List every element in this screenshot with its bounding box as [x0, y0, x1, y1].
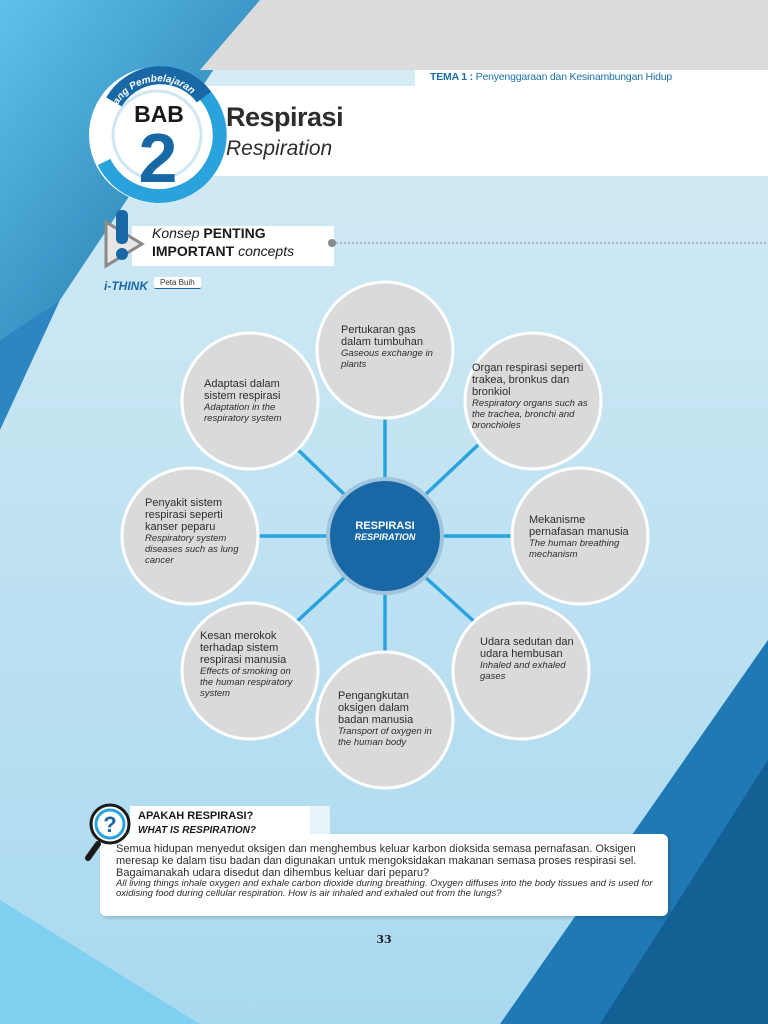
bubble-text-inhaled-exhaled: [480, 636, 575, 682]
bubble-text-diseases: [145, 497, 251, 566]
map-type-label: Peta Buih: [154, 277, 201, 289]
bab-label: BAB: [134, 101, 184, 127]
question-body-ms: Semua hidupan menyedut oksigen dan menghembus keluar karbon dioksida semasa pernafasan. Oksigen meresap ke dalam tisu badan dan digunakan untuk mengoksidakan makanan semasa proses respirasi sel. Bagaimanakah udara disedut dan dihembus keluar dari peparu?: [116, 843, 637, 879]
question-title-en: WHAT IS RESPIRATION?: [138, 825, 256, 836]
bubble-text-ms: Mekanisme pernafasan manusia: [529, 514, 629, 538]
bubble-text-en: Transport of oxygen in the human body: [338, 726, 432, 748]
bubble-text-en: The human breathing mechanism: [529, 538, 620, 560]
bubble-text-ms: Pengangkutan oksigen dalam badan manusia: [338, 690, 414, 726]
connector-bottom-right: [425, 577, 478, 625]
bubble-text-ms: Organ respirasi seperti trakea, bronkus dan bronkiol: [472, 362, 584, 398]
badge-arc-text: Bidang Pembelajaran: [104, 73, 197, 121]
svg-text:?: ?: [103, 812, 117, 837]
center-label: [330, 520, 440, 542]
center-label-ms: RESPIRASI: [355, 520, 415, 532]
ithink-logo: i-THINK: [104, 279, 148, 293]
bubble-text-en: Respiratory organs such as the trachea, bronchi and bronchioles: [472, 398, 588, 431]
connector-top-left: [293, 445, 345, 495]
tema-number: TEMA 1 :: [430, 71, 473, 83]
bubble-text-ms: Pertukaran gas dalam tumbuhan: [341, 324, 423, 348]
question-body: [116, 843, 661, 899]
bubble-text-ms: Kesan merokok terhadap sistem respirasi manusia: [200, 630, 287, 666]
chapter-number: 2: [138, 119, 178, 197]
question-title-ms: APAKAH RESPIRASI?: [138, 810, 254, 822]
bubble-text-ms: Udara sedutan dan udara hembusan: [480, 636, 574, 660]
center-label-en: RESPIRATION: [354, 532, 416, 542]
connector-bottom-left: [293, 577, 345, 625]
bubble-text-breathing-mechanism: [529, 514, 639, 560]
connector-top-right: [425, 445, 478, 495]
bubble-text-en: Gaseous exchange in plants: [341, 348, 433, 370]
bubble-text-respiratory-organs: [472, 362, 596, 431]
bubble-text-en: Inhaled and exhaled gases: [480, 660, 566, 682]
bubble-text-oxygen-transport: [338, 690, 438, 748]
tema-title: Penyenggaraan dan Kesinambungan Hidup: [475, 71, 672, 83]
concepts-heading-ms-bold: PENTING: [203, 225, 266, 241]
concepts-heading-en-suffix: concepts: [234, 243, 295, 259]
bubble-text-en: Adaptation in the respiratory system: [204, 402, 282, 424]
concepts-heading-ms-prefix: Konsep: [152, 225, 204, 241]
bubble-text-en: Effects of smoking on the human respiratory system: [200, 666, 293, 699]
chapter-title-ms: Respirasi: [226, 102, 344, 132]
question-body-en: All living things inhale oxygen and exhale carbon dioxide during breathing. Oxygen diffuses into the body tissues and is used for oxidising food during cellular respiration. How is air inhaled and exhaled out from the lungs?: [116, 878, 653, 899]
page-number: 33: [376, 933, 392, 946]
bubble-text-gas-exchange: [341, 324, 441, 370]
bubble-text-ms: Adaptasi dalam sistem respirasi: [204, 378, 281, 402]
chapter-title-en: Respiration: [226, 137, 333, 160]
bubble-text-adaptation: [204, 378, 304, 424]
bubble-text-ms: Penyakit sistem respirasi seperti kanser peparu: [145, 497, 223, 533]
concepts-heading-en-bold: IMPORTANT: [152, 243, 235, 259]
bubble-text-en: Respiratory system diseases such as lung cancer: [145, 533, 239, 566]
bubble-text-smoking-effects: [200, 630, 302, 699]
